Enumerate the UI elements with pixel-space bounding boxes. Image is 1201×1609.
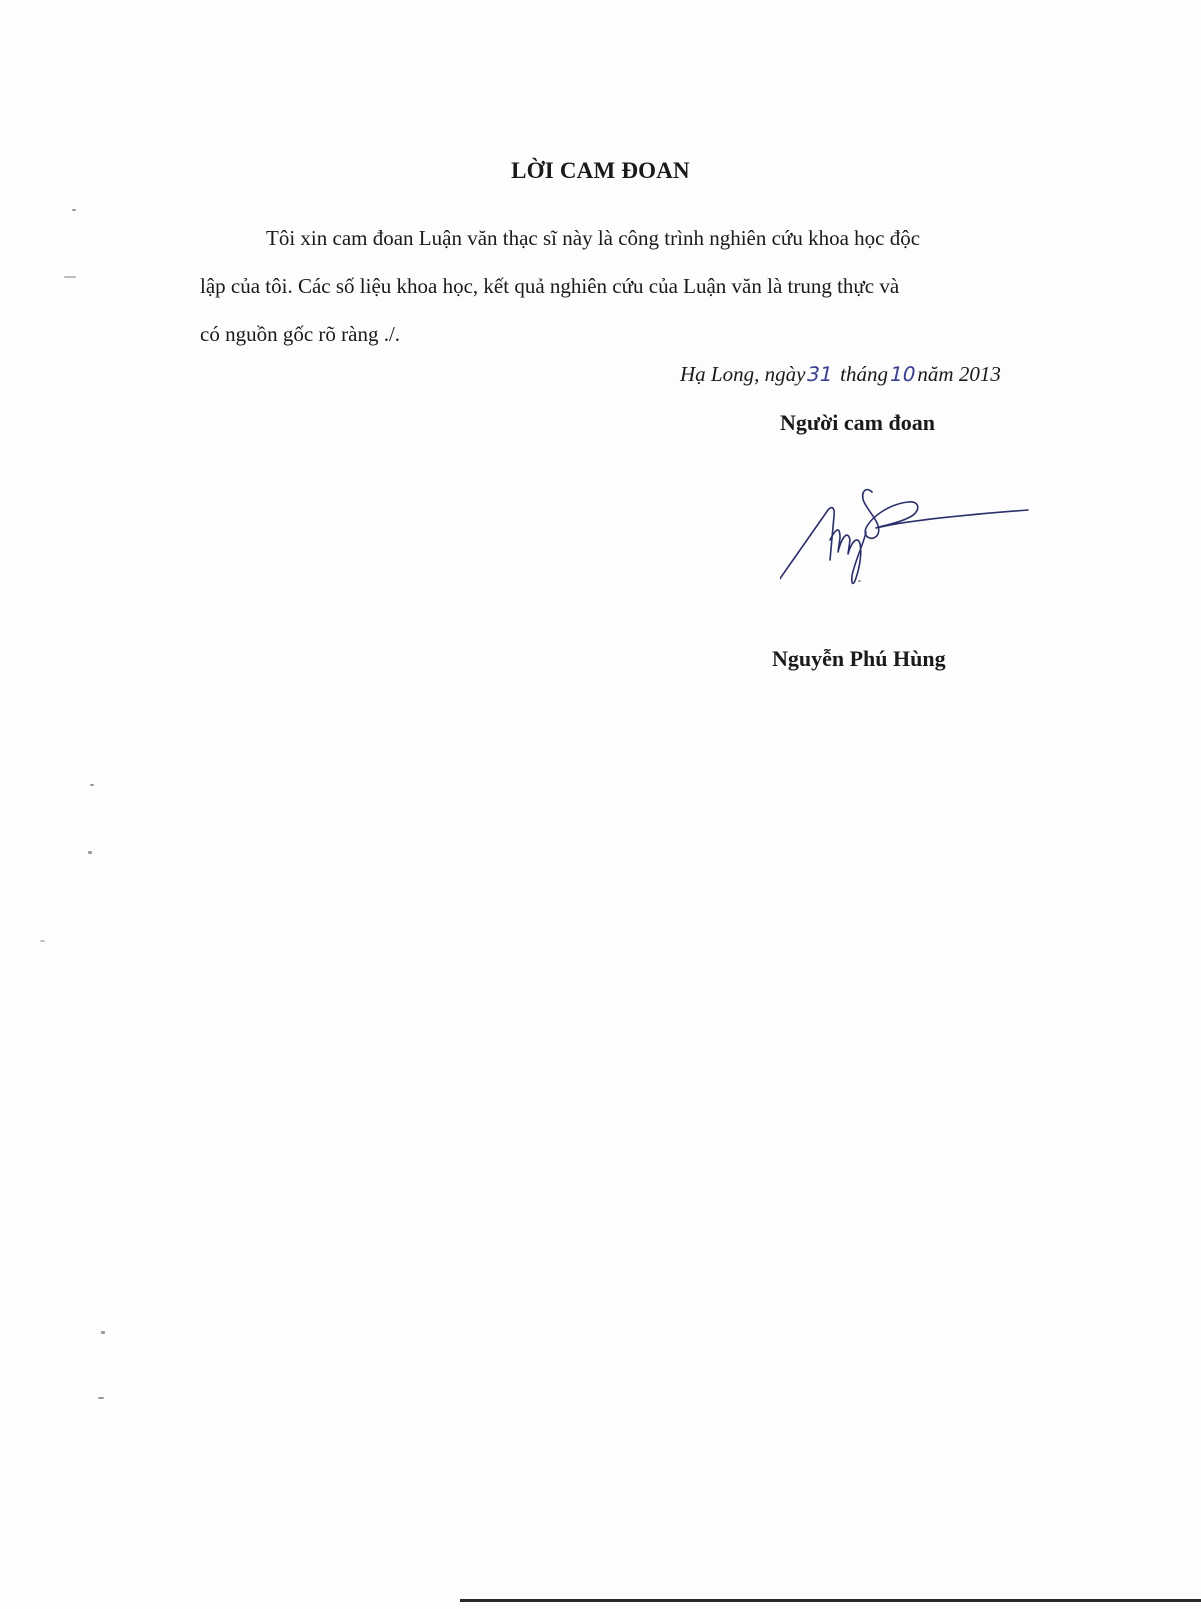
handwritten-signature (780, 480, 1060, 600)
date-place-prefix: Hạ Long, ngày (680, 362, 806, 386)
page-bottom-edge (460, 1599, 1201, 1602)
paragraph-line-3: có nguồn gốc rõ ràng ./. (200, 322, 401, 346)
signer-name: Nguyễn Phú Hùng (772, 646, 946, 671)
date-year: năm 2013 (917, 362, 1001, 386)
scan-speck (64, 276, 76, 278)
scan-speck (40, 940, 45, 942)
handwritten-day: 31 (804, 362, 836, 386)
scan-speck (858, 580, 861, 582)
declaration-paragraph (200, 214, 1070, 358)
paragraph-line-2: lập của tôi. Các số liệu khoa học, kết quả nghiên cứu của Luận văn là trung thực và (200, 274, 900, 298)
signer-title: Người cam đoan (780, 410, 935, 435)
scan-speck (72, 209, 76, 211)
scan-speck (101, 1331, 105, 1334)
scan-speck (98, 1397, 104, 1399)
handwritten-month: 10 (887, 362, 918, 386)
date-line (680, 362, 1001, 387)
paragraph-line-1: Tôi xin cam đoan Luận văn thạc sĩ này là công trình nghiên cứu khoa học độc (266, 226, 921, 250)
scan-speck (88, 851, 92, 854)
scan-speck (90, 784, 94, 786)
document-title: LỜI CAM ĐOAN (511, 158, 690, 183)
date-month-label: tháng (840, 362, 888, 386)
